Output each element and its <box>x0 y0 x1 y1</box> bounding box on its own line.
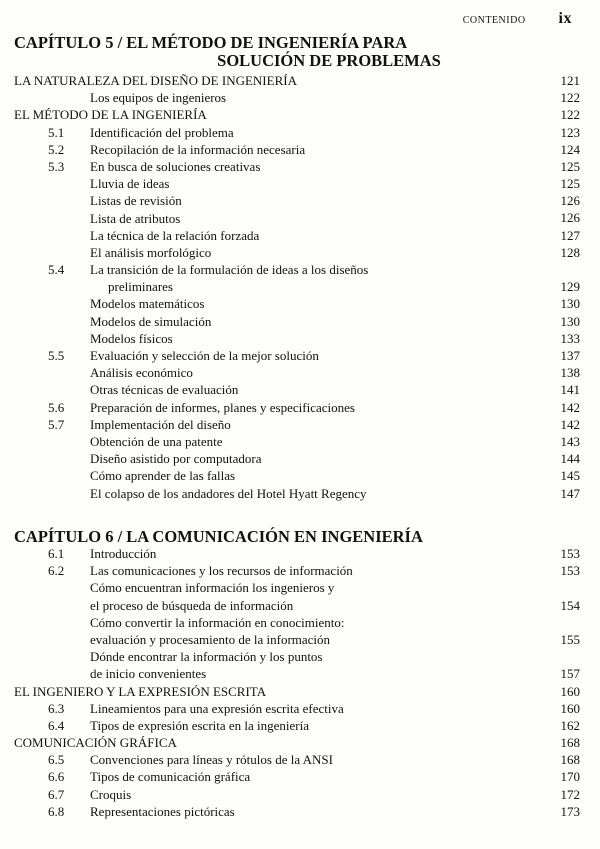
toc-entry[interactable] <box>14 313 580 330</box>
toc-entry[interactable] <box>14 175 580 192</box>
entry-page-number: 130 <box>560 296 580 312</box>
toc-entry[interactable] <box>14 381 580 398</box>
entry-page-number: 141 <box>560 382 580 398</box>
toc-entry[interactable] <box>14 786 580 803</box>
section-number: 5.7 <box>48 416 65 432</box>
entry-title <box>90 227 259 244</box>
toc-entry[interactable] <box>14 399 580 416</box>
entry-title <box>90 467 235 484</box>
toc-entry[interactable] <box>14 416 580 433</box>
entry-page-number: 129 <box>560 279 580 295</box>
toc-entry[interactable] <box>14 106 580 123</box>
entry-page-number: 153 <box>560 563 580 579</box>
entry-title-text: Identificación del problema <box>90 124 234 140</box>
entry-page-number: 125 <box>560 158 580 174</box>
entry-title <box>90 124 234 141</box>
entry-title <box>90 700 344 717</box>
entry-title <box>14 683 266 700</box>
entry-page-number: 157 <box>560 666 580 682</box>
entry-title-text: Modelos matemáticos <box>90 296 205 312</box>
toc-entry[interactable] <box>14 717 580 734</box>
running-head-label: CONTENIDO <box>462 15 526 26</box>
entry-page-number: 123 <box>560 124 580 140</box>
toc-entry[interactable] <box>14 700 580 717</box>
entry-page-number: 122 <box>560 90 580 106</box>
entry-title-text: Preparación de informes, planes y especificaciones <box>90 399 355 415</box>
entry-page-number: 145 <box>560 468 580 484</box>
entry-page-number: 160 <box>560 700 580 716</box>
toc-entry[interactable] <box>14 467 580 484</box>
entry-title-continuation: preliminares <box>108 279 173 295</box>
entry-title-text: El colapso de los andadores del Hotel Hyatt Regency <box>90 485 367 501</box>
section-number: 6.3 <box>48 700 65 716</box>
chapter-6-title <box>14 528 574 546</box>
entry-title <box>90 89 226 106</box>
entry-title <box>90 768 250 785</box>
toc-entry[interactable] <box>14 227 580 244</box>
entry-page-number: 122 <box>560 107 580 123</box>
entry-title-text: Obtención de una patente <box>90 433 223 449</box>
chapter-5-toc <box>14 72 580 502</box>
entry-title <box>14 72 297 89</box>
entry-title-text: EL MÉTODO DE LA INGENIERÍA <box>14 107 207 123</box>
entry-title <box>90 330 173 347</box>
entry-title-text: Convenciones para líneas y rótulos de la ANSI <box>90 752 333 768</box>
toc-entry[interactable] <box>14 614 580 648</box>
entry-page-number: 144 <box>560 451 580 467</box>
entry-title <box>90 210 180 227</box>
section-number: 6.5 <box>48 752 65 768</box>
entry-title <box>90 562 353 579</box>
toc-entry[interactable] <box>14 683 580 700</box>
entry-page-number: 168 <box>560 752 580 768</box>
toc-entry[interactable] <box>14 244 580 261</box>
section-number: 6.6 <box>48 769 65 785</box>
entry-title-text: Introducción <box>90 546 157 561</box>
entry-title-text: COMUNICACIÓN GRÁFICA <box>14 735 177 751</box>
entry-page-number: 133 <box>560 330 580 346</box>
toc-entry[interactable] <box>14 330 580 347</box>
entry-title-text: Lineamientos para una expresión escrita efectiva <box>90 700 344 716</box>
entry-title <box>90 399 355 416</box>
entry-title-text: Los equipos de ingenieros <box>90 90 227 106</box>
toc-entry[interactable] <box>14 545 580 562</box>
entry-title-text: Evaluación y selección de la mejor solución <box>90 348 319 364</box>
entry-page-number: 128 <box>560 244 580 260</box>
entry-title-text: Cómo encuentran información los ingenieros y <box>90 580 335 596</box>
entry-page-number: 173 <box>560 803 580 819</box>
chapter-6-toc <box>14 545 580 820</box>
section-number: 6.7 <box>48 786 65 802</box>
entry-title <box>90 803 235 820</box>
entry-title <box>14 734 177 751</box>
section-number: 5.2 <box>48 141 65 157</box>
entry-page-number: 142 <box>560 416 580 432</box>
entry-page-number: 126 <box>560 193 580 209</box>
toc-entry[interactable] <box>14 124 580 141</box>
section-number: 5.1 <box>48 124 65 140</box>
toc-entry[interactable] <box>14 347 580 364</box>
entry-page-number: 170 <box>560 769 580 785</box>
toc-entry[interactable] <box>14 751 580 768</box>
toc-entry[interactable] <box>14 433 580 450</box>
entry-title <box>90 192 182 209</box>
entry-page-number: 130 <box>560 313 580 329</box>
entry-title <box>90 648 323 682</box>
entry-title-text: Croquis <box>90 786 132 802</box>
entry-page-number: 147 <box>560 485 580 501</box>
entry-title-continuation: de inicio convenientes <box>90 666 207 682</box>
entry-title <box>90 244 211 261</box>
section-number: 6.8 <box>48 803 65 819</box>
entry-title-text: Modelos de simulación <box>90 313 212 329</box>
toc-entry[interactable] <box>14 210 580 227</box>
chapter-5-title-line2: SOLUCIÓN DE PROBLEMAS <box>217 51 441 70</box>
entry-title <box>90 416 231 433</box>
entry-page-number: 168 <box>560 735 580 751</box>
entry-page-number: 138 <box>560 365 580 381</box>
entry-title <box>90 141 305 158</box>
entry-title-text: Diseño asistido por computadora <box>90 451 262 467</box>
section-number: 6.1 <box>48 546 65 561</box>
entry-title-text: La técnica de la relación forzada <box>90 227 260 243</box>
toc-entry[interactable] <box>14 72 580 89</box>
entry-title-text: Análisis económico <box>90 365 193 381</box>
chapter-5-title <box>14 34 574 70</box>
entry-title <box>90 261 368 295</box>
entry-title-text: Recopilación de la información necesaria <box>90 141 306 157</box>
toc-entry[interactable] <box>14 158 580 175</box>
entry-title-text: Las comunicaciones y los recursos de información <box>90 563 353 579</box>
toc-entry[interactable] <box>14 803 580 820</box>
page-header <box>0 10 572 28</box>
entry-page-number: 142 <box>560 399 580 415</box>
toc-entry[interactable] <box>14 648 580 682</box>
entry-title-text: EL INGENIERO Y LA EXPRESIÓN ESCRITA <box>14 683 267 699</box>
entry-title-text: Otras técnicas de evaluación <box>90 382 239 398</box>
toc-entry[interactable] <box>14 89 580 106</box>
entry-title <box>90 347 319 364</box>
entry-page-number: 124 <box>560 141 580 157</box>
toc-entry[interactable] <box>14 579 580 613</box>
section-number: 5.3 <box>48 158 65 174</box>
entry-title <box>90 579 334 613</box>
section-number: 6.2 <box>48 563 65 579</box>
entry-title <box>90 433 222 450</box>
chapter-6-title-line1: CAPÍTULO 6 / LA COMUNICACIÓN EN INGENIERÍA <box>14 527 423 546</box>
entry-title <box>90 545 156 562</box>
entry-page-number: 160 <box>560 683 580 699</box>
entry-page-number: 172 <box>560 786 580 802</box>
entry-title <box>90 175 169 192</box>
entry-page-number: 155 <box>560 631 580 647</box>
entry-page-number: 121 <box>560 72 580 88</box>
toc-entry[interactable] <box>14 734 580 751</box>
section-number: 6.4 <box>48 717 65 733</box>
entry-title-text: LA NATURALEZA DEL DISEÑO DE INGENIERÍA <box>14 73 297 88</box>
section-number: 5.4 <box>48 262 65 278</box>
toc-entry[interactable] <box>14 364 580 381</box>
entry-title <box>90 786 131 803</box>
entry-title-text: Tipos de expresión escrita en la ingeniería <box>90 717 310 733</box>
entry-title <box>90 313 211 330</box>
entry-title-text: Implementación del diseño <box>90 416 231 432</box>
entry-page-number: 162 <box>560 717 580 733</box>
entry-title-text: Lista de atributos <box>90 210 181 226</box>
section-number: 5.6 <box>48 399 65 415</box>
entry-title-text: Tipos de comunicación gráfica <box>90 769 251 785</box>
entry-page-number: 137 <box>560 348 580 363</box>
toc-entry[interactable] <box>14 562 580 579</box>
entry-title <box>14 106 207 123</box>
entry-page-number: 125 <box>560 176 580 192</box>
entry-title-text: Listas de revisión <box>90 193 182 209</box>
entry-page-number: 154 <box>560 597 580 613</box>
entry-page-number: 143 <box>560 433 580 449</box>
entry-title-text: En busca de soluciones creativas <box>90 158 261 174</box>
entry-title <box>90 364 193 381</box>
toc-entry[interactable] <box>14 450 580 467</box>
entry-title-text: Modelos físicos <box>90 330 173 346</box>
entry-title <box>90 717 309 734</box>
entry-page-number: 127 <box>560 227 580 243</box>
entry-title <box>90 450 262 467</box>
toc-entry[interactable] <box>14 485 580 502</box>
entry-title-continuation: evaluación y procesamiento de la información <box>90 631 331 647</box>
entry-title-text: Representaciones pictóricas <box>90 803 235 819</box>
entry-title-text: Cómo aprender de las fallas <box>90 468 236 484</box>
page-number: ix <box>558 10 572 27</box>
entry-title-text: Cómo convertir la información en conocimiento: <box>90 614 345 630</box>
entry-title <box>90 614 345 648</box>
toc-entry[interactable] <box>14 295 580 312</box>
entry-page-number: 126 <box>560 210 580 226</box>
entry-title-text: La transición de la formulación de ideas a los diseños <box>90 262 369 278</box>
toc-entry[interactable] <box>14 261 580 295</box>
entry-title-text: Dónde encontrar la información y los puntos <box>90 649 323 665</box>
entry-page-number: 153 <box>560 545 580 561</box>
entry-title <box>90 381 238 398</box>
entry-title-continuation: el proceso de búsqueda de información <box>90 597 294 613</box>
entry-title-text: El análisis morfológico <box>90 244 212 260</box>
entry-title <box>90 751 333 768</box>
entry-title <box>90 158 260 175</box>
entry-title-text: Lluvia de ideas <box>90 176 170 192</box>
entry-title <box>90 295 204 312</box>
toc-entry[interactable] <box>14 192 580 209</box>
toc-entry[interactable] <box>14 141 580 158</box>
chapter-5-title-line1: CAPÍTULO 5 / EL MÉTODO DE INGENIERÍA PARA <box>14 33 408 52</box>
entry-title <box>90 485 367 502</box>
section-number: 5.5 <box>48 348 65 364</box>
toc-entry[interactable] <box>14 768 580 785</box>
